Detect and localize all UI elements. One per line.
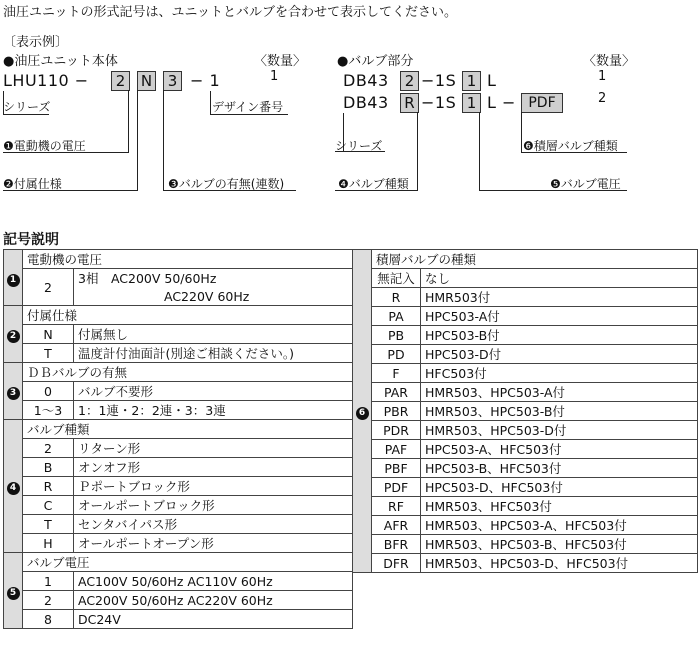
- code-cell: 無記入: [372, 269, 421, 288]
- table-row: [4, 325, 353, 344]
- valve-row1-mid: −1S: [421, 71, 457, 90]
- code-cell: T: [23, 515, 74, 534]
- desc-cell: 温度計付油面計(別途ご相談ください。): [74, 344, 353, 363]
- code-cell: 2: [23, 269, 74, 306]
- unit-title: ●油圧ユニット本体: [3, 54, 118, 69]
- valve-label-stack: ❻積層バルブ種類: [523, 139, 618, 153]
- unit-qty: 1: [270, 69, 279, 84]
- desc-cell: バルブ不要形: [74, 382, 353, 401]
- code-cell: BFR: [372, 535, 421, 554]
- left-spec-table: [3, 249, 353, 629]
- valve-row2-mid: −1S: [421, 93, 457, 112]
- unit-label-voltage: ❶電動機の電圧: [3, 139, 86, 153]
- desc-cell: AC100V 50/60Hz AC110V 60Hz: [74, 572, 353, 591]
- desc-cell: オールポートオープン形: [74, 534, 353, 553]
- code-cell: T: [23, 344, 74, 363]
- table-row: [4, 382, 353, 401]
- group-title: バルブ種類: [23, 420, 353, 439]
- table-row: [353, 497, 698, 516]
- group-number-badge: 5: [7, 587, 20, 600]
- example-label: 〔表示例〕: [3, 35, 69, 50]
- valve-row2-stack: PDF: [521, 93, 563, 113]
- code-cell: 0: [23, 382, 74, 401]
- valve-row1-volt: 1: [462, 71, 481, 91]
- desc-cell: HMR503、HPC503-B、HFC503付: [421, 535, 698, 554]
- valve-row2-volt: 1: [462, 93, 481, 113]
- code-cell: 2: [23, 591, 74, 610]
- group-title: 積層バルブの種類: [372, 250, 698, 269]
- code-cell: 2: [23, 439, 74, 458]
- desc-cell: HMR503付: [421, 288, 698, 307]
- table-row: [353, 345, 698, 364]
- code-cell: PBR: [372, 402, 421, 421]
- desc-cell: AC220V 60Hz: [74, 287, 353, 306]
- table-row: [4, 591, 353, 610]
- desc-cell: センタバイパス形: [74, 515, 353, 534]
- desc-cell: HMR503、HPC503-B付: [421, 402, 698, 421]
- valve-label-type: ❹バルブ種類: [338, 177, 409, 191]
- code-cell: PD: [372, 345, 421, 364]
- code-cell: 1〜3: [23, 401, 74, 420]
- table-row: [4, 458, 353, 477]
- table-row: [353, 307, 698, 326]
- desc-cell: 1：1連・2：2連・3：3連: [74, 401, 353, 420]
- valve-row1-tail: L: [487, 71, 497, 90]
- table-row: [353, 478, 698, 497]
- group-number: [4, 306, 23, 363]
- code-cell: R: [372, 288, 421, 307]
- unit-label-accessory: ❷付属仕様: [3, 177, 62, 191]
- group-header-row: [353, 250, 698, 269]
- table-row: [353, 326, 698, 345]
- code-cell: PA: [372, 307, 421, 326]
- group-header-row: [4, 250, 353, 269]
- table-row: [353, 421, 698, 440]
- group-header-row: [4, 306, 353, 325]
- group-number: [4, 420, 23, 553]
- valve-row2-prefix: DB43: [343, 93, 389, 112]
- group-number-badge: 1: [7, 274, 20, 287]
- desc-cell: DC24V: [74, 610, 353, 629]
- group-number: [353, 250, 372, 573]
- table-row: [4, 610, 353, 629]
- group-number: [4, 363, 23, 420]
- table-row: [353, 269, 698, 288]
- unit-label-design: デザイン番号: [212, 100, 284, 114]
- code-cell: N: [23, 325, 74, 344]
- group-number: [4, 250, 23, 306]
- desc-cell: AC200V 50/60Hz AC220V 60Hz: [74, 591, 353, 610]
- code-cell: H: [23, 534, 74, 553]
- code-cell: B: [23, 458, 74, 477]
- group-number-badge: 6: [356, 407, 369, 420]
- valve-label-series: シリーズ: [335, 139, 383, 153]
- section-title: 記号説明: [3, 232, 59, 248]
- unit-qty-label: 〈数量〉: [254, 54, 307, 69]
- table-row: [4, 344, 353, 363]
- valve-row1-prefix: DB43: [343, 71, 389, 90]
- valve-qty-2: 2: [598, 91, 607, 106]
- group-title: バルブ電圧: [23, 553, 353, 572]
- code-cell: PB: [372, 326, 421, 345]
- desc-cell: リターン形: [74, 439, 353, 458]
- group-title: 電動機の電圧: [23, 250, 353, 269]
- valve-qty-1: 1: [598, 69, 607, 84]
- valve-title: ●バルブ部分: [337, 54, 414, 69]
- table-row: [353, 516, 698, 535]
- table-row: [4, 401, 353, 420]
- code-cell: PDF: [372, 478, 421, 497]
- desc-cell: オールポートブロック形: [74, 496, 353, 515]
- desc-cell: オンオフ形: [74, 458, 353, 477]
- code-cell: PDR: [372, 421, 421, 440]
- desc-cell: 3相 AC200V 50/60Hz: [74, 269, 353, 288]
- code-cell: PAF: [372, 440, 421, 459]
- group-header-row: [4, 363, 353, 382]
- table-row: [353, 383, 698, 402]
- group-number-badge: 4: [7, 482, 20, 495]
- desc-cell: HPC503-B、HFC503付: [421, 459, 698, 478]
- desc-cell: HFC503付: [421, 364, 698, 383]
- code-cell: 1: [23, 572, 74, 591]
- unit-code-prefix: LHU110 −: [3, 71, 89, 90]
- desc-cell: HPC503-D付: [421, 345, 698, 364]
- desc-cell: HMR503、HPC503-D付: [421, 421, 698, 440]
- table-row: [353, 402, 698, 421]
- table-row: [4, 572, 353, 591]
- unit-code-accessory: N: [137, 71, 156, 91]
- table-row: [353, 288, 698, 307]
- unit-code-valve-count: 3: [163, 71, 182, 91]
- valve-label-volt: ❺バルブ電圧: [550, 177, 621, 191]
- table-row: [4, 534, 353, 553]
- table-row: [353, 459, 698, 478]
- desc-cell: HPC503-B付: [421, 326, 698, 345]
- code-cell: DFR: [372, 554, 421, 573]
- table-row: [353, 440, 698, 459]
- group-header-row: [4, 553, 353, 572]
- table-row: [353, 554, 698, 573]
- table-row: [4, 515, 353, 534]
- table-row: [4, 496, 353, 515]
- table-row: [353, 364, 698, 383]
- group-title: ＤＢバルブの有無: [23, 363, 353, 382]
- code-cell: F: [372, 364, 421, 383]
- valve-row2-tail: L −: [487, 93, 516, 112]
- unit-code-suffix: − 1: [190, 71, 221, 90]
- table-row: [4, 477, 353, 496]
- valve-row1-type: 2: [400, 71, 419, 91]
- desc-cell: なし: [421, 269, 698, 288]
- desc-cell: HMR503、HFC503付: [421, 497, 698, 516]
- group-number-badge: 3: [7, 387, 20, 400]
- desc-cell: Ｐポートブロック形: [74, 477, 353, 496]
- valve-qty-label: 〈数量〉: [583, 54, 636, 69]
- code-cell: 8: [23, 610, 74, 629]
- group-header-row: [4, 420, 353, 439]
- desc-cell: HPC503-A付: [421, 307, 698, 326]
- code-cell: R: [23, 477, 74, 496]
- code-cell: PAR: [372, 383, 421, 402]
- code-cell: RF: [372, 497, 421, 516]
- table-row: [353, 535, 698, 554]
- group-number-badge: 2: [7, 330, 20, 343]
- group-number: [4, 553, 23, 629]
- table-row: [4, 439, 353, 458]
- group-title: 付属仕様: [23, 306, 353, 325]
- code-cell: C: [23, 496, 74, 515]
- code-cell: AFR: [372, 516, 421, 535]
- desc-cell: 付属無し: [74, 325, 353, 344]
- desc-cell: HMR503、HPC503-A、HFC503付: [421, 516, 698, 535]
- right-spec-table: [352, 249, 698, 573]
- valve-row2-type: R: [400, 93, 419, 113]
- unit-code-voltage: 2: [111, 71, 130, 91]
- desc-cell: HPC503-A、HFC503付: [421, 440, 698, 459]
- unit-label-valve-count: ❸バルブの有無(連数): [168, 177, 285, 191]
- desc-cell: HMR503、HPC503-D、HFC503付: [421, 554, 698, 573]
- code-cell: PBF: [372, 459, 421, 478]
- intro-text: 油圧ユニットの形式記号は、ユニットとバルブを合わせて表示してください。: [3, 5, 457, 20]
- unit-label-series: シリーズ: [3, 100, 51, 114]
- table-row: [4, 269, 353, 288]
- desc-cell: HPC503-D、HFC503付: [421, 478, 698, 497]
- desc-cell: HMR503、HPC503-A付: [421, 383, 698, 402]
